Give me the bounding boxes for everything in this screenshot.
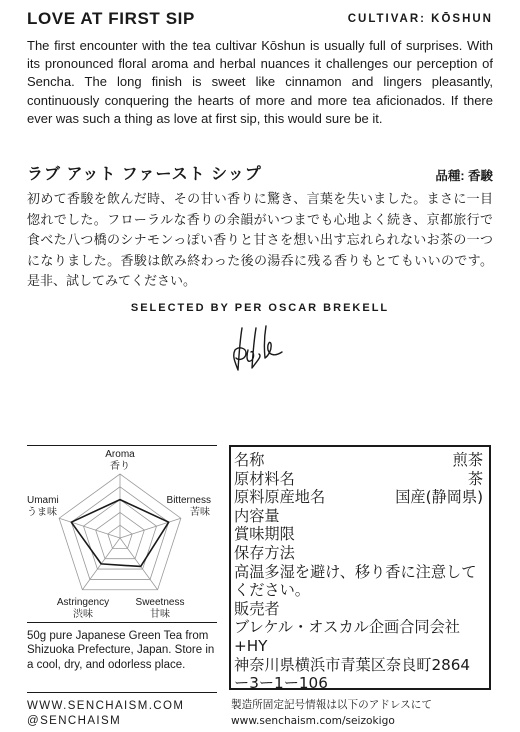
contact-block xyxy=(27,699,184,728)
label-row-material xyxy=(234,470,483,489)
aroma-label-en: Aroma xyxy=(105,449,135,460)
japanese-description: 初めて香駿を飲んだ時、その甘い香りに驚き、言葉を失いました。まさに一目惚れでした。フローラルな香りの余韻がいつまでも心地よく続き、京都旅行で食べた八つ橋のシナモンっぽい香りと甘さを想い出す忘れられないお茶の一つになりました。香駿は飲み終わった後の湯呑に残る香りもとてもいいのです。是非、試してみてください。 xyxy=(27,191,493,289)
product-note: 50g pure Japanese Green Tea from Shizuoka Prefecture, Japan. Store in a cool, dry, and odorless place. xyxy=(27,630,215,671)
japanese-title: ラブ アット ファースト シップ xyxy=(27,166,262,183)
bitterness-label-jp: 苦味 xyxy=(190,507,210,518)
bitterness-label-en: Bitterness xyxy=(166,495,211,506)
label-volume: 内容量 xyxy=(234,506,280,525)
label-material-value: 茶 xyxy=(467,469,483,488)
label-storage-text: 高温多湿を避け、移り香に注意してください。 xyxy=(234,562,477,600)
japanese-cultivar: 品種: 香駿 xyxy=(435,169,493,183)
radar-spoke xyxy=(59,518,120,538)
english-cultivar: CULTIVAR: KŌSHUN xyxy=(347,13,493,25)
astringency-label-en: Astringency xyxy=(56,597,110,608)
umami-label-en: Umami xyxy=(27,495,59,506)
label-origin-value: 国産(静岡県) xyxy=(395,488,483,507)
radar-spoke xyxy=(120,538,158,590)
label-seller: 販売者 xyxy=(234,599,280,618)
flavor-radar-chart xyxy=(20,445,220,625)
label-material-key: 原材料名 xyxy=(234,469,295,488)
english-description: The first encounter with the tea cultivar Kōshun is usually full of surprises. With its pronounced floral aroma and herbal nuances it challenges our perception of Sencha. The long finish is sweet like cinnamon and lingers pleasantly, continuously conquering the hearts of more and more tea aficionados. If there ever was such a thing as love at first sip, this would sure be it. xyxy=(27,38,493,126)
astringency-label-jp: 渋味 xyxy=(73,609,93,620)
radar-spoke xyxy=(120,518,181,538)
bottom-divider xyxy=(27,692,217,693)
social-handle[interactable]: @SENCHAISM xyxy=(27,714,122,727)
label-best-before: 賞味期限 xyxy=(234,525,295,544)
label-footer: 製造所固定記号情報は以下のアドレスにて www.senchaism.com/seizokigo xyxy=(231,699,432,727)
selected-by: SELECTED BY PER OSCAR BREKELL xyxy=(130,302,390,314)
english-title: LOVE AT FIRST SIP xyxy=(27,9,195,28)
aroma-label-jp: 香り xyxy=(110,461,130,472)
food-label-box xyxy=(229,445,491,693)
website-link[interactable]: WWW.SENCHAISM.COM xyxy=(27,700,185,712)
label-name-key: 名称 xyxy=(234,451,265,469)
label-name-value: 煎茶 xyxy=(452,451,483,469)
label-company: ブレケル・オスカル企画合同会社+HY xyxy=(234,618,460,655)
label-address: 神奈川県横浜市青葉区奈良町2864ー3ー1ー106 xyxy=(234,655,471,693)
umami-label-jp: うま味 xyxy=(27,507,57,518)
sweetness-label-jp: 甘味 xyxy=(150,609,170,620)
label-row-name xyxy=(234,451,483,470)
label-origin-key: 原料原産地名 xyxy=(234,488,326,507)
middle-divider xyxy=(27,622,217,623)
sweetness-label-en: Sweetness xyxy=(135,597,185,608)
label-row-origin xyxy=(234,488,483,507)
label-storage: 保存方法 xyxy=(234,543,295,562)
signature-image xyxy=(226,320,298,380)
